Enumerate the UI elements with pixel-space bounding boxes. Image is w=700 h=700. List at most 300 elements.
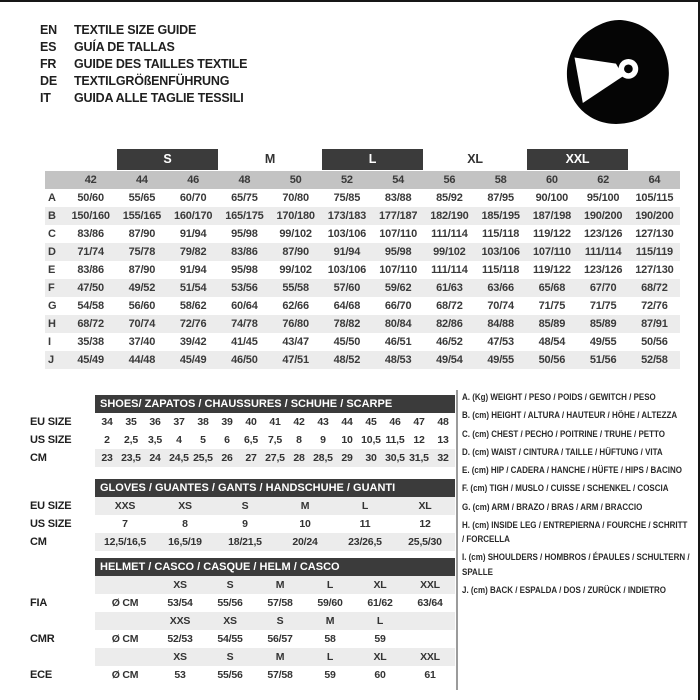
size-value: 48 bbox=[437, 416, 449, 428]
row-key: A bbox=[48, 192, 56, 204]
size-value bbox=[405, 630, 455, 648]
size-value: 70/74 bbox=[116, 315, 167, 333]
size-value: 182/190 bbox=[424, 207, 475, 225]
size-row bbox=[30, 594, 455, 612]
size-value: 29 bbox=[335, 449, 359, 467]
row-label: US SIZE bbox=[30, 518, 72, 530]
size-value: 103/106 bbox=[475, 243, 526, 261]
language-code: ES bbox=[40, 40, 57, 54]
size-value: 85/89 bbox=[526, 315, 577, 333]
size-value: L bbox=[305, 576, 355, 594]
size-value: 60/70 bbox=[179, 192, 207, 204]
size-value: 43/47 bbox=[282, 336, 309, 348]
measurement-row bbox=[45, 261, 680, 279]
section-header-row bbox=[30, 558, 455, 576]
numeric-size: 64 bbox=[629, 171, 680, 189]
size-value: 155/165 bbox=[116, 207, 167, 225]
size-value: 115/119 bbox=[629, 243, 680, 261]
spacer-cell bbox=[45, 171, 65, 189]
size-value: 68/72 bbox=[629, 279, 680, 297]
size-value: 20/24 bbox=[275, 533, 335, 551]
size-value: 84/88 bbox=[475, 315, 526, 333]
size-value: 49/55 bbox=[475, 351, 526, 369]
size-value: 119/122 bbox=[532, 264, 571, 276]
size-value: 55/56 bbox=[217, 669, 243, 681]
size-value: 185/195 bbox=[475, 207, 526, 225]
language-code: FR bbox=[40, 57, 57, 71]
row-label: ECE bbox=[30, 669, 53, 681]
size-value: XS bbox=[155, 648, 205, 666]
section-title: GLOVES / GUANTES / GANTS / HANDSCHUHE / GUANTI bbox=[95, 479, 455, 497]
row-label: FIA bbox=[30, 597, 48, 609]
row-label bbox=[30, 576, 95, 594]
size-value: 42 bbox=[293, 416, 305, 428]
size-value: M bbox=[255, 576, 305, 594]
size-value bbox=[405, 612, 455, 630]
row-key: E bbox=[48, 264, 56, 276]
size-value: L bbox=[305, 648, 355, 666]
section-header-row bbox=[30, 479, 455, 497]
size-group-label: S bbox=[117, 149, 218, 170]
size-value: Ø CM bbox=[111, 633, 139, 645]
helmet-size-table bbox=[30, 558, 455, 684]
size-value: 11,5 bbox=[385, 434, 405, 446]
size-value: 75/85 bbox=[333, 192, 361, 204]
size-value: M bbox=[255, 648, 305, 666]
size-value: 123/126 bbox=[583, 228, 623, 240]
row-key: H bbox=[45, 315, 65, 333]
numeric-size: 54 bbox=[373, 171, 424, 189]
size-value: 53/56 bbox=[219, 279, 270, 297]
size-value: 57/58 bbox=[267, 597, 293, 609]
numeric-size: 44 bbox=[116, 171, 167, 189]
language-row bbox=[40, 56, 247, 73]
size-group-cell bbox=[424, 148, 527, 171]
size-value: 12,5/16,5 bbox=[95, 533, 155, 551]
size-value: 55/65 bbox=[128, 192, 156, 204]
size-value: Ø CM bbox=[111, 669, 139, 681]
size-value: 45/50 bbox=[333, 336, 361, 348]
size-row bbox=[30, 431, 455, 449]
size-value: 173/183 bbox=[321, 207, 372, 225]
legend-item: G. (cm) ARM / BRAZO / BRAS / ARM / BRACCIO bbox=[462, 501, 643, 513]
size-value: 83/88 bbox=[384, 192, 412, 204]
numeric-size: 50 bbox=[270, 171, 321, 189]
measurement-row bbox=[45, 189, 680, 207]
size-value: 61 bbox=[424, 669, 436, 681]
row-label: EU SIZE bbox=[30, 416, 72, 428]
size-group-row bbox=[45, 148, 680, 171]
size-value: 9 bbox=[242, 518, 248, 530]
legend-item: C. (cm) CHEST / PECHO / POITRINE / TRUHE / PETTO bbox=[462, 428, 665, 440]
size-value: 123/126 bbox=[583, 264, 623, 276]
size-value: 105/115 bbox=[635, 192, 674, 204]
measurement-row bbox=[45, 297, 680, 315]
size-value: 68/72 bbox=[65, 315, 116, 333]
section-title: HELMET / CASCO / CASQUE / HELM / CASCO bbox=[95, 558, 455, 576]
size-value: 28 bbox=[287, 449, 311, 467]
size-value: 170/180 bbox=[270, 207, 321, 225]
size-row bbox=[30, 612, 455, 630]
size-value: 3,5 bbox=[148, 434, 162, 446]
language-code: DE bbox=[40, 74, 57, 88]
size-group-label: L bbox=[322, 149, 423, 170]
guide-title: GUIDA ALLE TAGLIE TESSILI bbox=[74, 91, 244, 105]
size-value: XXS bbox=[155, 612, 205, 630]
size-value: 35 bbox=[125, 416, 137, 428]
size-value: 49/52 bbox=[116, 279, 167, 297]
size-value: S bbox=[205, 576, 255, 594]
size-value: 57/58 bbox=[267, 669, 293, 681]
measurement-row bbox=[45, 225, 680, 243]
size-value: 95/98 bbox=[231, 264, 258, 276]
size-value: 45/49 bbox=[168, 351, 219, 369]
spacer-cell bbox=[30, 558, 95, 576]
size-value: 165/175 bbox=[219, 207, 270, 225]
size-value: 45 bbox=[365, 416, 377, 428]
legend-item: H. (cm) INSIDE LEG / ENTREPIERNA / FOURCHE / SCHRITT / FORCELLA bbox=[462, 519, 688, 545]
size-value: 52/53 bbox=[167, 633, 193, 645]
size-value: 48/52 bbox=[321, 351, 372, 369]
size-value: 127/130 bbox=[635, 228, 674, 240]
size-value: 51/54 bbox=[168, 279, 219, 297]
size-value: 37/40 bbox=[128, 336, 156, 348]
size-value: 65/75 bbox=[231, 192, 258, 204]
size-value: 43 bbox=[317, 416, 329, 428]
size-value: 72/76 bbox=[641, 300, 668, 312]
language-row bbox=[40, 90, 247, 107]
size-value: 119/122 bbox=[532, 228, 571, 240]
row-key: F bbox=[45, 279, 65, 297]
measurement-row bbox=[45, 207, 680, 225]
size-value: 30 bbox=[359, 449, 383, 467]
size-value: 82/86 bbox=[424, 315, 475, 333]
size-value: 24 bbox=[143, 449, 167, 467]
size-value: 45/49 bbox=[65, 351, 116, 369]
size-value: S bbox=[255, 612, 305, 630]
size-value: 58/62 bbox=[179, 300, 207, 312]
size-value: 103/106 bbox=[327, 264, 367, 276]
size-value: XXS bbox=[95, 497, 155, 515]
size-value: 54/55 bbox=[217, 633, 243, 645]
numeric-size-row bbox=[45, 171, 680, 189]
guide-title: GUÍA DE TALLAS bbox=[74, 40, 175, 54]
measurement-row bbox=[45, 351, 680, 369]
spacer-cell bbox=[45, 148, 65, 171]
size-value: 11 bbox=[359, 518, 371, 530]
size-value: 177/187 bbox=[373, 207, 424, 225]
size-value: XS bbox=[205, 612, 255, 630]
size-value: 25,5 bbox=[191, 449, 215, 467]
size-value: XL bbox=[355, 576, 405, 594]
row-label: EU SIZE bbox=[30, 500, 72, 512]
size-value: 107/110 bbox=[526, 243, 577, 261]
section-header-row bbox=[30, 395, 455, 413]
size-value: 5 bbox=[200, 434, 206, 446]
size-value: 2,5 bbox=[124, 434, 138, 446]
size-row bbox=[30, 515, 455, 533]
size-value: 55/58 bbox=[270, 279, 321, 297]
size-value: 50/56 bbox=[641, 336, 668, 348]
size-value: 56/57 bbox=[267, 633, 293, 645]
size-value: 51/56 bbox=[578, 351, 629, 369]
size-value: 111/114 bbox=[431, 228, 468, 240]
size-value: 83/86 bbox=[219, 243, 270, 261]
spacer-cell bbox=[629, 148, 680, 171]
size-value: L bbox=[335, 497, 395, 515]
size-value: 28,5 bbox=[311, 449, 335, 467]
size-value: 61/63 bbox=[424, 279, 475, 297]
guide-title: TEXTILE SIZE GUIDE bbox=[74, 23, 197, 37]
size-value: 95/98 bbox=[373, 243, 424, 261]
size-group-cell bbox=[219, 148, 322, 171]
size-value: 35/38 bbox=[77, 336, 104, 348]
size-value: 46/51 bbox=[384, 336, 412, 348]
size-value: XXL bbox=[405, 648, 455, 666]
size-value: 40 bbox=[245, 416, 257, 428]
size-value: 31,5 bbox=[407, 449, 431, 467]
size-value: 111/114 bbox=[578, 243, 629, 261]
spacer-cell bbox=[65, 148, 116, 171]
row-key: J bbox=[45, 351, 65, 369]
row-key: B bbox=[45, 207, 65, 225]
size-value: 47/50 bbox=[65, 279, 116, 297]
size-value: 36 bbox=[149, 416, 161, 428]
size-value: S bbox=[215, 497, 275, 515]
size-value: 115/118 bbox=[482, 264, 520, 276]
size-value: 13 bbox=[437, 434, 449, 446]
size-value: 9 bbox=[320, 434, 326, 446]
apparel-size-table bbox=[45, 148, 680, 369]
measurement-legend bbox=[462, 391, 690, 602]
language-row bbox=[40, 39, 247, 56]
size-value: 87/91 bbox=[629, 315, 680, 333]
legend-item: I. (cm) SHOULDERS / HOMBROS / ÉPAULES / SCHULTERN / SPALLE bbox=[462, 552, 690, 578]
size-value: L bbox=[355, 612, 405, 630]
size-value: XS bbox=[155, 576, 205, 594]
numeric-size: 62 bbox=[578, 171, 629, 189]
row-label: CMR bbox=[30, 633, 55, 645]
size-value: 4 bbox=[176, 434, 182, 446]
size-value: 85/89 bbox=[578, 315, 629, 333]
size-value: 7 bbox=[122, 518, 128, 530]
size-value: 39/42 bbox=[179, 336, 207, 348]
size-value: 47 bbox=[413, 416, 425, 428]
size-value: 91/94 bbox=[179, 264, 207, 276]
size-value: 71/74 bbox=[65, 243, 116, 261]
size-value: 46/50 bbox=[219, 351, 270, 369]
numeric-size: 60 bbox=[526, 171, 577, 189]
size-value: 27,5 bbox=[263, 449, 287, 467]
size-value: 95/98 bbox=[231, 228, 258, 240]
size-value: 8 bbox=[296, 434, 302, 446]
size-value: 47/53 bbox=[487, 336, 514, 348]
size-group-cell bbox=[116, 148, 219, 171]
size-value: 64/68 bbox=[333, 300, 361, 312]
size-value: 91/94 bbox=[179, 228, 207, 240]
language-title-list bbox=[40, 22, 247, 107]
size-value: 23/26,5 bbox=[335, 533, 395, 551]
size-value: 61/62 bbox=[367, 597, 393, 609]
size-value: 58 bbox=[324, 633, 336, 645]
size-value: 50/60 bbox=[77, 192, 104, 204]
legend-item: D. (cm) WAIST / CINTURA / TAILLE / HÜFTUNG / VITA bbox=[462, 446, 663, 458]
size-value: 127/130 bbox=[635, 264, 674, 276]
size-value: 53/54 bbox=[167, 597, 193, 609]
size-value: 39 bbox=[221, 416, 233, 428]
size-value: 48/53 bbox=[373, 351, 424, 369]
size-value: 56/60 bbox=[128, 300, 156, 312]
size-value: 6,5 bbox=[244, 434, 258, 446]
size-value: 76/80 bbox=[270, 315, 321, 333]
size-group-cell bbox=[321, 148, 424, 171]
size-value: 46 bbox=[389, 416, 401, 428]
row-key: C bbox=[48, 228, 56, 240]
size-value: 99/102 bbox=[279, 264, 312, 276]
numeric-size: 42 bbox=[65, 171, 116, 189]
size-group-cell bbox=[526, 148, 629, 171]
size-value: 10 bbox=[341, 434, 353, 446]
size-value bbox=[95, 576, 155, 594]
size-value: 107/110 bbox=[379, 264, 417, 276]
size-value: 72/76 bbox=[168, 315, 219, 333]
size-value: 70/74 bbox=[487, 300, 514, 312]
size-value: 150/160 bbox=[65, 207, 116, 225]
size-value: 2 bbox=[104, 434, 110, 446]
size-row bbox=[30, 630, 455, 648]
size-value: 38 bbox=[197, 416, 209, 428]
size-row bbox=[30, 576, 455, 594]
size-row bbox=[30, 497, 455, 515]
size-value: 190/200 bbox=[578, 207, 629, 225]
size-value: 37 bbox=[173, 416, 185, 428]
size-value: 70/80 bbox=[282, 192, 309, 204]
size-value: M bbox=[275, 497, 335, 515]
size-value: 115/118 bbox=[482, 228, 520, 240]
size-value: 12 bbox=[413, 434, 425, 446]
size-value: 83/86 bbox=[77, 264, 104, 276]
size-row bbox=[30, 666, 455, 684]
size-group-label: XXL bbox=[527, 149, 628, 170]
size-value bbox=[95, 648, 155, 666]
size-value: 85/92 bbox=[436, 192, 463, 204]
language-code: IT bbox=[40, 91, 51, 105]
legend-item: J. (cm) BACK / ESPALDA / DOS / ZURÜCK / INDIETRO bbox=[462, 584, 666, 596]
size-value: 47/51 bbox=[270, 351, 321, 369]
size-value: 30,5 bbox=[383, 449, 407, 467]
size-value: 6 bbox=[224, 434, 230, 446]
size-value: XXL bbox=[405, 576, 455, 594]
size-value: 12 bbox=[419, 518, 431, 530]
size-row bbox=[30, 413, 455, 431]
legend-item: B. (cm) HEIGHT / ALTURA / HAUTEUR / HÖHE / ALTEZZA bbox=[462, 410, 678, 422]
size-value: 83/86 bbox=[77, 228, 104, 240]
size-value: 79/82 bbox=[168, 243, 219, 261]
measurement-row bbox=[45, 243, 680, 261]
spacer-cell bbox=[30, 395, 95, 413]
size-value: 18/21,5 bbox=[215, 533, 275, 551]
size-group-label: M bbox=[264, 152, 276, 166]
numeric-size: 48 bbox=[219, 171, 270, 189]
numeric-size: 52 bbox=[321, 171, 372, 189]
language-code: EN bbox=[40, 23, 57, 37]
size-value: 62/66 bbox=[282, 300, 309, 312]
row-label bbox=[30, 648, 95, 666]
size-value: 111/114 bbox=[431, 264, 468, 276]
size-value: 34 bbox=[101, 416, 113, 428]
section-title: SHOES/ ZAPATOS / CHAUSSURES / SCHUHE / SCARPE bbox=[95, 395, 455, 413]
row-label: CM bbox=[30, 536, 47, 548]
size-value: 59 bbox=[324, 669, 336, 681]
numeric-size: 46 bbox=[168, 171, 219, 189]
size-value: 87/90 bbox=[128, 228, 156, 240]
row-key: G bbox=[48, 300, 57, 312]
size-value: 78/82 bbox=[321, 315, 372, 333]
guide-title: TEXTILGRÖßENFÜHRUNG bbox=[74, 74, 230, 88]
size-row bbox=[30, 533, 455, 551]
size-value: 26 bbox=[215, 449, 239, 467]
size-value: M bbox=[305, 612, 355, 630]
size-value: 48/54 bbox=[538, 336, 566, 348]
row-label: CM bbox=[30, 452, 47, 464]
size-value: 59 bbox=[374, 633, 386, 645]
size-value: 63/66 bbox=[475, 279, 526, 297]
size-value: 16,5/19 bbox=[155, 533, 215, 551]
size-row bbox=[30, 449, 455, 467]
size-value: 53 bbox=[174, 669, 186, 681]
size-value: 59/62 bbox=[373, 279, 424, 297]
spacer-cell bbox=[30, 479, 95, 497]
size-value: 107/110 bbox=[379, 228, 417, 240]
size-value: 46/52 bbox=[436, 336, 463, 348]
size-value: 91/94 bbox=[321, 243, 372, 261]
size-value: 87/90 bbox=[128, 264, 156, 276]
vertical-divider bbox=[456, 390, 458, 690]
size-value: 7,5 bbox=[268, 434, 282, 446]
row-label bbox=[30, 612, 95, 630]
size-value: XS bbox=[155, 497, 215, 515]
size-value: 99/102 bbox=[424, 243, 475, 261]
size-value: 65/68 bbox=[526, 279, 577, 297]
size-value: 27 bbox=[239, 449, 263, 467]
size-value: 41/45 bbox=[231, 336, 258, 348]
size-value bbox=[95, 612, 155, 630]
size-value: 67/70 bbox=[578, 279, 629, 297]
size-value: 10 bbox=[299, 518, 311, 530]
size-value: 10,5 bbox=[361, 434, 381, 446]
size-value: 103/106 bbox=[327, 228, 367, 240]
size-value: 90/100 bbox=[535, 192, 569, 204]
size-value: 60 bbox=[374, 669, 386, 681]
numeric-size: 56 bbox=[424, 171, 475, 189]
size-value: 160/170 bbox=[168, 207, 219, 225]
guide-title: GUIDE DES TAILLES TEXTILE bbox=[74, 57, 248, 71]
size-value: 95/100 bbox=[586, 192, 620, 204]
measurement-row bbox=[45, 333, 680, 351]
size-value: 49/55 bbox=[589, 336, 617, 348]
legend-item: E. (cm) HIP / CADERA / HANCHE / HÜFTE / HIPS / BACINO bbox=[462, 465, 682, 476]
measurement-row bbox=[45, 315, 680, 333]
size-value: 50/56 bbox=[526, 351, 577, 369]
numeric-size: 58 bbox=[475, 171, 526, 189]
size-value: 87/95 bbox=[487, 192, 514, 204]
size-value: 23,5 bbox=[119, 449, 143, 467]
size-value: 187/198 bbox=[526, 207, 577, 225]
gloves-size-table bbox=[30, 479, 455, 551]
size-value: XL bbox=[355, 648, 405, 666]
size-group-label: XL bbox=[467, 152, 483, 166]
size-value: 71/75 bbox=[589, 300, 617, 312]
